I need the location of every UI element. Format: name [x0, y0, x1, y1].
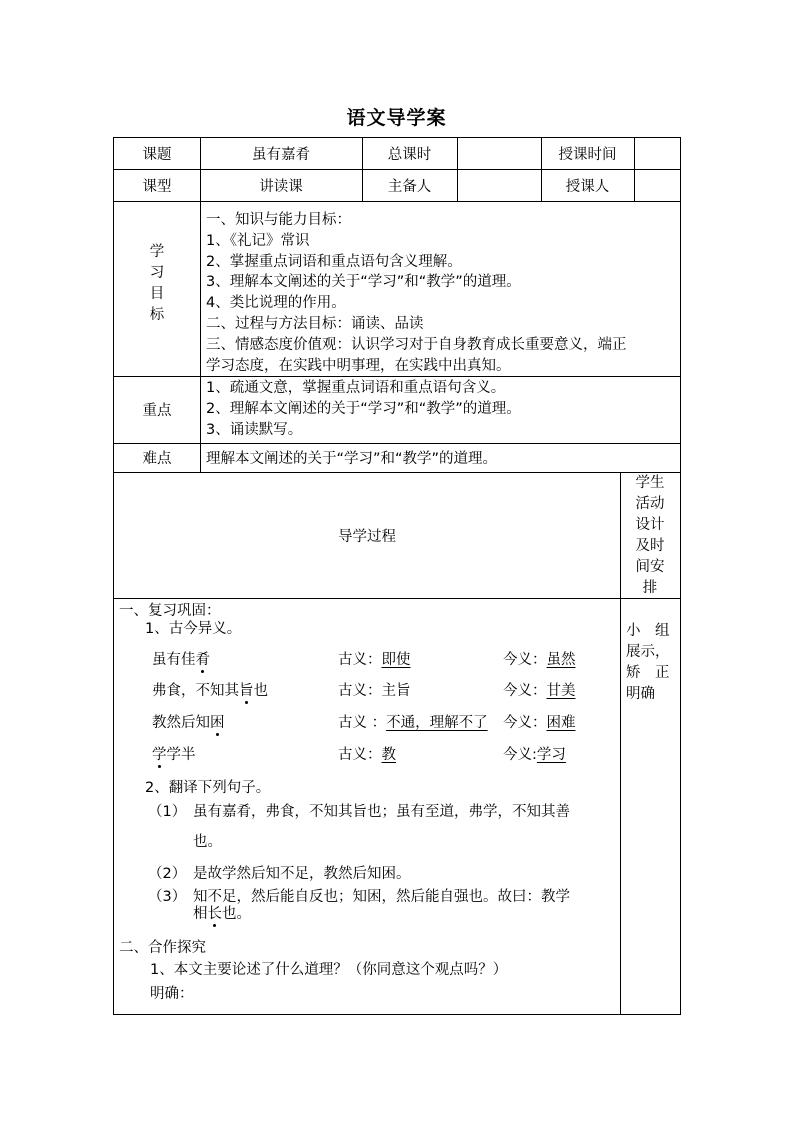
translate-num: （3）	[148, 889, 187, 905]
vocab-phrase: 虽有佳肴	[152, 652, 210, 668]
section2-question: 1、本文主要论述了什么道理？（你同意这个观点吗？）	[150, 962, 508, 978]
section2-heading: 二、合作探究	[119, 940, 206, 956]
label-teaching-time: 授课时间	[558, 147, 617, 163]
row-divider	[114, 201, 680, 202]
vocab-ancient: 古义：教	[338, 747, 396, 763]
label-topic: 课题	[142, 147, 172, 163]
student-activity-header: 学生 活动 设计 及时 间安 排	[635, 475, 665, 596]
vocab-phrase: 教然后知困	[152, 715, 225, 731]
translate-line: 也。	[193, 834, 222, 850]
student-activity-note: 小 组 展示， 矫 正 明确	[626, 623, 670, 702]
vocab-modern: 今义：甘美	[503, 683, 576, 699]
difficulty-text: 理解本文阐述的关于“学习”和“教学”的道理。	[206, 451, 498, 467]
goal-line: 1、《礼记》常识	[206, 232, 310, 249]
value-topic: 虽有嘉肴	[252, 147, 310, 163]
value-preparer[interactable]	[457, 169, 541, 201]
goal-line: 一、知识与能力目标：	[206, 212, 351, 228]
vocab-modern: 今义：虽然	[503, 652, 576, 668]
translate-line: 知不足，然后能自反也；知困，然后能自强也。故曰：教学	[193, 889, 570, 905]
goal-line: 学习态度，在实践中明事理，在实践中出真知。	[206, 357, 511, 374]
vocab-ancient: 古义 ：不通，理解不了	[338, 715, 488, 731]
answer-label: 明确：	[150, 986, 194, 1002]
process-header: 导学过程	[338, 528, 396, 545]
label-total-periods: 总课时	[387, 147, 432, 163]
difficulty-label: 难点	[142, 451, 172, 467]
translate-line: 虽有嘉肴，弗食，不知其旨也；虽有至道，弗学，不知其善	[193, 804, 570, 820]
key-point-line: 2、理解本文阐述的关于“学习”和“教学”的道理。	[206, 401, 521, 417]
goals-label: 学 习 目 标	[149, 244, 165, 323]
lesson-plan-table	[113, 137, 681, 1015]
vocab-phrase: 学学半	[152, 747, 196, 763]
vocab-ancient: 古义：主旨	[338, 683, 411, 699]
label-teacher: 授课人	[565, 178, 610, 195]
vocab-modern: 今义:学习	[503, 747, 566, 763]
row-divider	[114, 598, 680, 599]
vocab-ancient: 古义：即使	[338, 652, 411, 668]
translate-line: 相长也。	[193, 906, 251, 922]
goals-text	[206, 210, 627, 376]
key-points-label: 重点	[142, 403, 172, 419]
vocab-modern: 今义：困难	[503, 715, 576, 731]
key-point-line: 3、诵读默写。	[206, 422, 303, 438]
key-points-text	[206, 378, 521, 441]
section1-heading: 一、复习巩固：	[119, 603, 221, 619]
label-lesson-type: 课型	[142, 178, 172, 195]
vocab-phrase: 弗食，不知其旨也	[152, 683, 268, 699]
value-lesson-type: 讲读课	[259, 178, 303, 195]
goal-line: 二、过程与方法目标：诵读、品读	[206, 315, 424, 332]
goal-line: 三、情感态度价值观：认识学习对于自身教育成长重要意义，端正	[206, 336, 627, 353]
key-point-line: 1、疏通文意，掌握重点词语和重点语句含义。	[206, 380, 506, 396]
value-teacher[interactable]	[634, 169, 680, 201]
value-total-periods[interactable]	[457, 138, 541, 169]
translate-num: （2）	[148, 866, 187, 882]
translate-num: （1）	[148, 804, 187, 820]
value-teaching-time[interactable]	[634, 138, 680, 169]
goal-line: 3、理解本文阐述的关于“学习”和“教学”的道理。	[206, 274, 521, 291]
page-title: 语文导学案	[346, 107, 447, 129]
goal-line: 2、掌握重点词语和重点语句含义理解。	[206, 253, 462, 270]
goal-line: 4、类比说理的作用。	[206, 295, 346, 312]
translate-heading: 2、翻译下列句子。	[145, 780, 271, 796]
label-preparer: 主备人	[387, 178, 432, 195]
translate-line: 是故学然后知不足，教然后知困。	[193, 866, 411, 882]
section1-sub: 1、古今异义。	[145, 621, 242, 637]
